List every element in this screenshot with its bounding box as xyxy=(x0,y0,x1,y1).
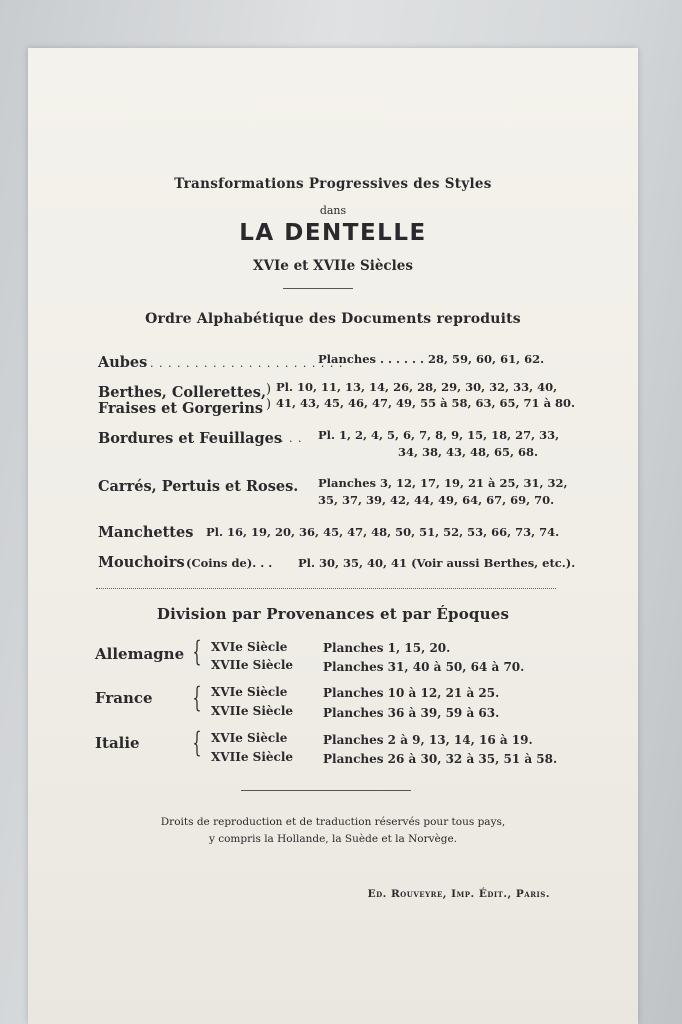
entry-refs: Planches 3, 12, 17, 19, 21 à 25, 31, 32, xyxy=(318,476,568,490)
brace: ) ) xyxy=(266,382,272,412)
pretitle: Transformations Progressives des Styles xyxy=(174,176,492,192)
entry-label: Aubes xyxy=(98,354,148,371)
leader-dots: . . . xyxy=(280,432,303,445)
entry-label: Bordures et Feuillages xyxy=(98,430,283,447)
entry-refs: 34, 38, 43, 48, 65, 68. xyxy=(398,445,539,459)
centuries-subtitle: XVIe et XVIIe Siècles xyxy=(253,258,413,274)
document-page xyxy=(28,48,638,1024)
entry-label: Fraises et Gorgerins xyxy=(98,400,264,417)
provenance-heading: Division par Provenances et par Époques xyxy=(156,605,510,623)
dotted-separator xyxy=(96,588,556,589)
country-italie: Italie xyxy=(95,734,140,752)
entry-sub: (Coins de). . . xyxy=(186,556,273,570)
plates-ref: Planches 1, 15, 20. xyxy=(323,641,451,655)
entry-label: Carrés, Pertuis et Roses. xyxy=(98,478,299,495)
country-france: France xyxy=(95,689,153,707)
plates-ref: Planches 10 à 12, 21 à 25. xyxy=(323,686,500,700)
plates-ref: Planches 36 à 39, 59 à 63. xyxy=(323,706,500,720)
entry-label: Mouchoirs xyxy=(98,554,185,571)
divider-rule xyxy=(283,288,353,289)
entry-refs: Pl. 16, 19, 20, 36, 45, 47, 48, 50, 51, 52, 53, 66, 73, 74. xyxy=(206,525,560,539)
entry-refs: Pl. 30, 35, 40, 41 (Voir aussi Berthes, etc.). xyxy=(298,556,576,570)
divider-rule xyxy=(241,790,411,791)
brace: { xyxy=(192,681,202,714)
century-label: XVIIe Siècle xyxy=(211,658,294,672)
entry-refs: Pl. 1, 2, 4, 5, 6, 7, 8, 9, 15, 18, 27, 33, xyxy=(318,428,560,442)
leader-dots: . . . . . . . . . . . . . . . . . . . . . . xyxy=(150,357,344,370)
entry-refs: Planches . . . . . . 28, 59, 60, 61, 62. xyxy=(318,352,545,366)
entry-refs: 35, 37, 39, 42, 44, 49, 64, 67, 69, 70. xyxy=(318,493,555,507)
century-label: XVIIe Siècle xyxy=(211,750,294,764)
entry-refs: Pl. 10, 11, 13, 14, 26, 28, 29, 30, 32, 33, 40, xyxy=(276,380,558,394)
century-label: XVIe Siècle xyxy=(211,640,288,654)
brace: { xyxy=(192,635,202,668)
plates-ref: Planches 2 à 9, 13, 14, 16 à 19. xyxy=(323,733,533,747)
country-allemagne: Allemagne xyxy=(95,645,185,663)
brace: { xyxy=(192,726,202,759)
century-label: XVIIe Siècle xyxy=(211,704,294,718)
entry-refs: 41, 43, 45, 46, 47, 49, 55 à 58, 63, 65, 71 à 80. xyxy=(276,396,576,410)
plates-ref: Planches 31, 40 à 50, 64 à 70. xyxy=(323,660,525,674)
entry-label: Manchettes xyxy=(98,524,194,541)
century-label: XVIe Siècle xyxy=(211,685,288,699)
publisher-imprint: Ed. Rouveyre, Imp. Édit., Paris. xyxy=(367,888,550,900)
alphabetical-heading: Ordre Alphabétique des Documents reproduits xyxy=(145,311,521,327)
rights-line: Droits de reproduction et de traduction réservés pour tous pays, xyxy=(160,816,506,828)
title-connector: dans xyxy=(319,204,347,217)
century-label: XVIe Siècle xyxy=(211,731,288,745)
rights-line: y compris la Hollande, la Suède et la Norvège. xyxy=(208,833,458,845)
plates-ref: Planches 26 à 30, 32 à 35, 51 à 58. xyxy=(323,752,558,766)
main-title: LA DENTELLE xyxy=(239,220,427,246)
entry-label: Berthes, Collerettes, xyxy=(98,384,266,401)
